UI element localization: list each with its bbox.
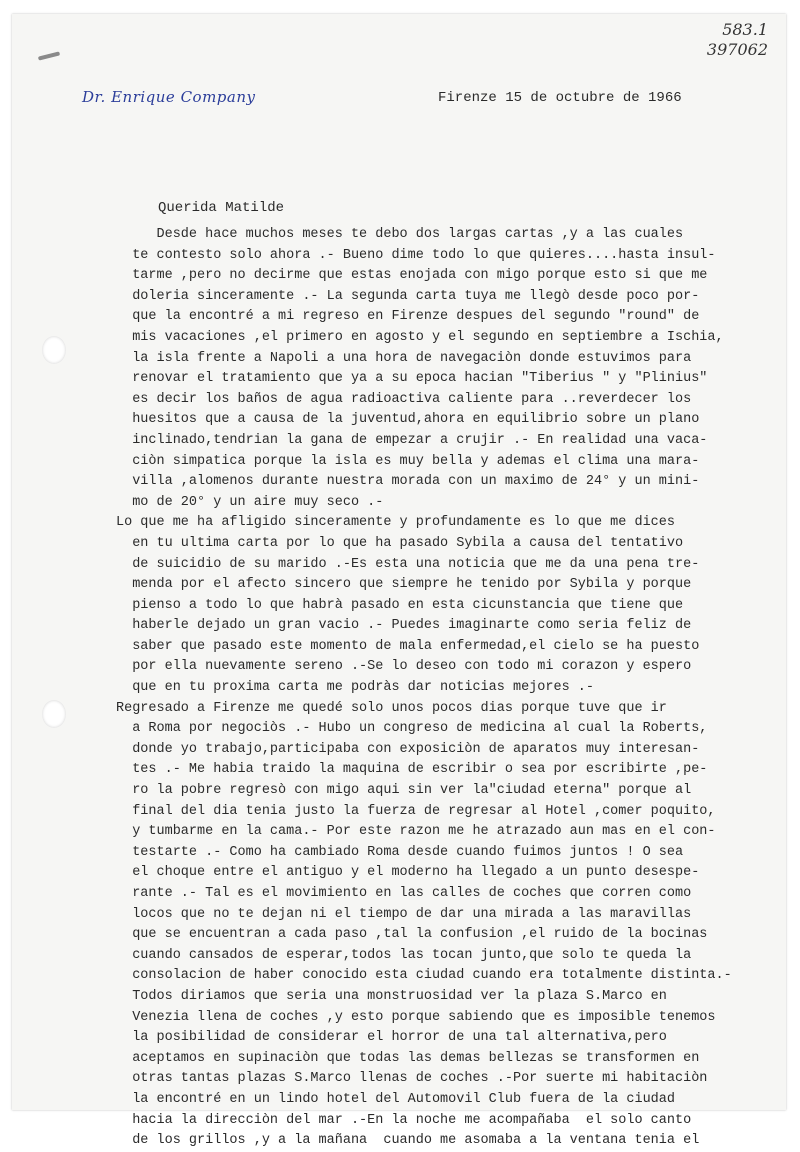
body-line: mo de 20° y un aire muy seco .-	[116, 494, 384, 510]
body-line: es decir los baños de agua radioactiva caliente para ..reverdecer los	[116, 391, 692, 407]
body-line: ciòn simpatica porque la isla es muy bella y ademas el clima una mara-	[116, 453, 700, 469]
letterhead: Dr. Enrique Company	[82, 88, 256, 106]
body-line: que la encontré a mi regreso en Firenze despues del segundo "round" de	[116, 309, 700, 325]
body-line: Regresado a Firenze me quedé solo unos pocos dias porque tuve que ir	[116, 700, 667, 716]
body-line: de los grillos ,y a la mañana cuando me asomaba a la ventana tenia el	[116, 1133, 700, 1149]
body-line: consolacion de haber conocido esta ciudad cuando era totalmente distinta.-	[116, 968, 732, 984]
body-line: villa ,alomenos durante nuestra morada con un maximo de 24° y un mini-	[116, 474, 700, 490]
body-line: el choque entre el antiguo y el moderno ha llegado a un punto desespe-	[116, 865, 700, 881]
body-line: mis vacaciones ,el primero en agosto y el segundo en septiembre a Ischia,	[116, 329, 724, 345]
body-line: la encontré en un lindo hotel del Automovil Club fuera de la ciudad	[116, 1091, 675, 1107]
body-line: hacia la direcciòn del mar .-En la noche me acompañaba el solo canto	[116, 1112, 692, 1128]
letter-page	[12, 14, 786, 1149]
body-line: Venezia llena de coches ,y esto porque sabiendo que es imposible tenemos	[116, 1009, 716, 1025]
body-line: Lo que me ha afligido sinceramente y profundamente es lo que me dices	[116, 515, 675, 531]
pencil-mark	[38, 51, 60, 60]
body-line: rante .- Tal es el movimiento en las calles de coches que corren como	[116, 886, 692, 901]
body-line: donde yo trabajo,participaba con exposiciòn de aparatos muy interesan-	[116, 741, 700, 757]
archive-code: 397062	[706, 40, 768, 59]
body-line: en tu ultima carta por lo que ha pasado Sybila a causa del tentativo	[116, 535, 684, 551]
body-line: por ella nuevamente sereno .-Se lo deseo con todo mi corazon y espero	[116, 659, 692, 675]
body-line: tes .- Me habia traido la maquina de escribir o sea por escribirte ,pe-	[116, 762, 708, 778]
body-line: Desde hace muchos meses te debo dos largas cartas ,y a las cuales	[116, 227, 684, 242]
archive-code: 583.1	[722, 20, 768, 39]
archive-codes	[707, 20, 768, 60]
body-line: final del dia tenia justo la fuerza de regresar al Hotel ,comer poquito,	[116, 803, 716, 819]
body-line: tarme ,pero no decirme que estas enojada con migo porque esto si que me	[116, 268, 708, 284]
body-line: menda por el afecto sincero que siempre he tenido por Sybila y porque	[116, 577, 692, 593]
body-line: inclinado,tendrian la gana de empezar a crujir .- En realidad una vaca-	[116, 432, 708, 448]
body-line: que en tu proxima carta me podràs dar noticias mejores .-	[116, 680, 594, 696]
body-line: huesitos que a causa de la juventud,ahora en equilibrio sobre un plano	[116, 412, 700, 428]
body-line: haberle dejado un gran vacio .- Puedes imaginarte como seria feliz de	[116, 618, 692, 634]
body-line: testarte .- Como ha cambiado Roma desde cuando fuimos juntos ! O sea	[116, 844, 684, 860]
body-line: renovar el tratamiento que ya a su epoca hacian "Tiberius " y "Plinius"	[116, 371, 708, 387]
body-line: la isla frente a Napoli a una hora de navegaciòn donde estuvimos para	[116, 350, 692, 366]
body-line: que se encuentran a cada paso ,tal la confusion ,el ruido de la bocinas	[116, 927, 708, 943]
body-line: cuando cansados de esperar,todos las tocan junto,que solo te queda la	[116, 947, 692, 963]
body-line: ro la pobre regresò con migo aqui sin ver la"ciudad eterna" porque al	[116, 783, 692, 799]
punch-hole	[42, 700, 66, 728]
body-line: doleria sinceramente .- La segunda carta tuya me llegò desde poco por-	[116, 288, 700, 304]
body-line: locos que no te dejan ni el tiempo de dar una mirada a las maravillas	[116, 906, 692, 922]
body-line: la posibilidad de considerar el horror de una tal alternativa,pero	[116, 1030, 667, 1046]
body-line: Todos diriamos que seria una monstruosidad ver la plaza S.Marco en	[116, 988, 667, 1004]
body-line: y tumbarme en la cama.- Por este razon me he atrazado aun mas en el con-	[116, 824, 716, 840]
body-line: otras tantas plazas S.Marco llenas de coches .-Por suerte mi habitaciòn	[116, 1071, 708, 1087]
body-line: aceptamos en supinaciòn que todas las demas bellezas se transformen en	[116, 1050, 700, 1066]
body-line: saber que pasado este momento de mala enfermedad,el cielo se ha puesto	[116, 638, 700, 654]
body-line: te contesto solo ahora .- Bueno dime todo lo que quieres....hasta insul-	[116, 247, 716, 263]
letter-body	[116, 225, 732, 1152]
dateline: Firenze 15 de octubre de 1966	[438, 90, 682, 106]
punch-hole	[42, 336, 66, 364]
salutation: Querida Matilde	[158, 200, 285, 216]
body-line: pienso a todo lo que habrà pasado en esta cicunstancia que tiene que	[116, 597, 684, 613]
body-line: de suicidio de su marido .-Es esta una noticia que me da una pena tre-	[116, 556, 700, 572]
body-line: a Roma por negociòs .- Hubo un congreso de medicina al cual la Roberts,	[116, 721, 708, 737]
